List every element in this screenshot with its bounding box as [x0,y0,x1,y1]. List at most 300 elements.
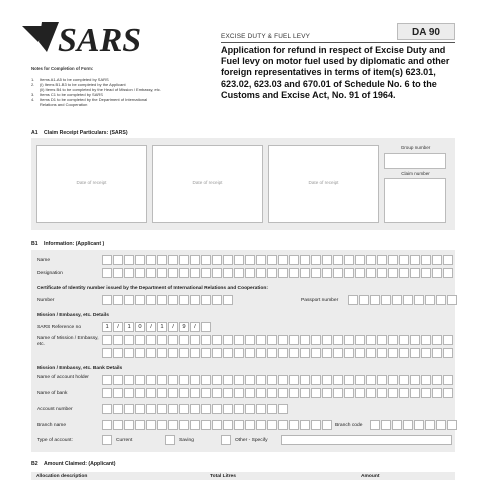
char-box[interactable] [102,348,112,358]
char-box[interactable] [278,255,288,265]
char-box[interactable] [289,255,299,265]
char-box[interactable] [403,420,413,430]
char-box[interactable] [201,404,211,414]
char-box[interactable] [135,255,145,265]
char-box[interactable] [146,295,156,305]
char-box[interactable] [311,388,321,398]
char-box[interactable] [322,388,332,398]
char-box[interactable] [179,404,189,414]
char-box[interactable] [436,295,446,305]
char-box[interactable] [311,375,321,385]
char-box[interactable] [135,375,145,385]
char-box[interactable] [289,420,299,430]
char-box[interactable] [370,295,380,305]
char-box[interactable] [179,388,189,398]
char-box[interactable] [388,268,398,278]
char-box[interactable] [256,268,266,278]
char-box[interactable] [234,388,244,398]
char-box[interactable] [421,255,431,265]
char-box[interactable] [410,348,420,358]
char-box[interactable] [355,335,365,345]
char-box[interactable] [223,388,233,398]
char-box[interactable] [311,335,321,345]
char-box[interactable] [300,255,310,265]
char-box[interactable] [410,335,420,345]
char-box[interactable] [212,388,222,398]
char-box[interactable] [267,335,277,345]
char-box[interactable] [179,348,189,358]
char-box[interactable] [135,348,145,358]
char-box[interactable] [322,268,332,278]
char-box[interactable] [399,255,409,265]
char-box[interactable]: 9 [179,322,189,332]
char-box[interactable] [344,268,354,278]
char-box[interactable] [278,348,288,358]
char-box[interactable] [267,388,277,398]
char-box[interactable] [234,404,244,414]
char-box[interactable] [333,268,343,278]
char-box[interactable] [113,348,123,358]
char-box[interactable] [392,420,402,430]
char-box[interactable] [190,375,200,385]
char-box[interactable] [157,255,167,265]
char-box[interactable] [113,388,123,398]
char-box[interactable] [333,335,343,345]
branch-name-field[interactable] [102,420,333,430]
char-box[interactable] [245,420,255,430]
account-type-label: Type of account: [37,438,73,443]
char-box[interactable] [223,295,233,305]
char-box[interactable] [447,420,457,430]
char-box[interactable] [443,388,453,398]
char-box[interactable]: / [168,322,178,332]
char-box[interactable] [399,388,409,398]
char-box[interactable] [201,348,211,358]
char-box[interactable] [267,268,277,278]
char-box[interactable] [201,268,211,278]
char-box[interactable] [278,335,288,345]
char-box[interactable] [300,268,310,278]
char-box[interactable] [278,388,288,398]
char-box[interactable] [333,348,343,358]
char-box[interactable] [414,295,424,305]
char-box[interactable] [410,268,420,278]
char-box[interactable] [245,268,255,278]
char-box[interactable] [399,335,409,345]
char-box[interactable] [377,375,387,385]
char-box[interactable] [223,375,233,385]
char-box[interactable] [201,420,211,430]
char-box[interactable]: 1 [157,322,167,332]
char-box[interactable] [223,404,233,414]
claim-number-field[interactable] [384,178,446,223]
char-box[interactable] [179,295,189,305]
certificate-number-field[interactable] [102,295,234,305]
char-box[interactable] [168,268,178,278]
char-box[interactable] [190,420,200,430]
char-box[interactable] [289,375,299,385]
char-box[interactable] [443,255,453,265]
char-box[interactable] [399,268,409,278]
char-box[interactable] [135,388,145,398]
total-litres-header: Total Litres [210,474,236,479]
char-box[interactable] [366,268,376,278]
char-box[interactable] [414,420,424,430]
char-box[interactable] [168,388,178,398]
saving-checkbox[interactable] [165,435,175,445]
char-box[interactable]: 1 [124,322,134,332]
char-box[interactable] [113,375,123,385]
char-box[interactable] [267,348,277,358]
char-box[interactable] [190,335,200,345]
char-box[interactable] [300,420,310,430]
char-box[interactable] [355,348,365,358]
char-box[interactable] [135,404,145,414]
char-box[interactable] [179,335,189,345]
char-box[interactable] [190,404,200,414]
char-box[interactable]: / [113,322,123,332]
completion-notes [31,66,221,107]
char-box[interactable] [322,348,332,358]
char-box[interactable] [102,268,112,278]
char-box[interactable] [113,255,123,265]
char-box[interactable] [443,348,453,358]
char-box[interactable] [157,268,167,278]
char-box[interactable] [212,295,222,305]
char-box[interactable] [344,348,354,358]
char-box[interactable] [432,268,442,278]
char-box[interactable] [421,375,431,385]
notes-item: (ii) Items B4 to be completed by the Head of Mission / Embassy, etc. [40,87,161,92]
char-box[interactable] [113,268,123,278]
char-box[interactable] [234,375,244,385]
char-box[interactable] [377,348,387,358]
char-box[interactable] [278,420,288,430]
char-box[interactable] [124,375,134,385]
char-box[interactable] [245,404,255,414]
char-box[interactable] [432,388,442,398]
char-box[interactable] [157,375,167,385]
char-box[interactable] [388,335,398,345]
char-box[interactable] [381,295,391,305]
certificate-heading: Certificate of Identity number issued by the Department of International Relations and Cooperation: [37,286,268,291]
branch-name-label: Branch name [37,423,67,428]
char-box[interactable] [223,420,233,430]
char-box[interactable] [388,255,398,265]
char-box[interactable] [344,375,354,385]
char-box[interactable] [377,268,387,278]
mission-name-field-line1[interactable] [102,335,454,345]
char-box[interactable] [245,348,255,358]
char-box[interactable] [289,348,299,358]
other-specify-field[interactable] [281,435,452,445]
char-box[interactable] [432,375,442,385]
char-box[interactable] [113,295,123,305]
char-box[interactable]: / [190,322,200,332]
char-box[interactable] [212,348,222,358]
char-box[interactable] [102,335,112,345]
char-box[interactable] [344,335,354,345]
char-box[interactable] [366,375,376,385]
char-box[interactable] [102,375,112,385]
char-box[interactable] [124,404,134,414]
char-box[interactable] [388,375,398,385]
char-box[interactable] [124,255,134,265]
char-box[interactable] [201,255,211,265]
char-box[interactable] [234,348,244,358]
char-box[interactable] [245,335,255,345]
char-box[interactable] [333,255,343,265]
char-box[interactable] [355,375,365,385]
char-box[interactable] [146,268,156,278]
sars-reference-field[interactable] [102,322,212,332]
char-box[interactable] [135,420,145,430]
char-box[interactable] [256,388,266,398]
char-box[interactable] [392,295,402,305]
char-box[interactable] [300,335,310,345]
char-box[interactable] [124,420,134,430]
char-box[interactable] [102,404,112,414]
char-box[interactable] [146,375,156,385]
char-box[interactable] [223,348,233,358]
char-box[interactable] [256,348,266,358]
char-box[interactable] [311,268,321,278]
mission-name-field-line2[interactable] [102,348,454,358]
char-box[interactable] [223,335,233,345]
char-box[interactable] [168,420,178,430]
char-box[interactable] [410,388,420,398]
char-box[interactable] [113,420,123,430]
group-number-field[interactable] [384,153,446,169]
char-box[interactable] [322,375,332,385]
char-box[interactable] [267,420,277,430]
char-box[interactable] [278,375,288,385]
char-box[interactable] [348,295,358,305]
char-box[interactable] [311,420,321,430]
char-box[interactable] [135,268,145,278]
char-box[interactable] [425,420,435,430]
char-box[interactable] [223,255,233,265]
char-box[interactable] [212,375,222,385]
char-box[interactable]: 0 [135,322,145,332]
bank-name-field[interactable] [102,388,454,398]
char-box[interactable] [256,404,266,414]
char-box[interactable] [190,268,200,278]
char-box[interactable] [157,335,167,345]
account-holder-field[interactable] [102,375,454,385]
date-of-receipt-box[interactable]: Date of receipt [36,145,147,223]
char-box[interactable] [146,404,156,414]
char-box[interactable] [421,335,431,345]
char-box[interactable] [113,404,123,414]
char-box[interactable] [201,322,211,332]
char-box[interactable] [432,348,442,358]
designation-field[interactable] [102,268,454,278]
char-box[interactable] [421,388,431,398]
char-box[interactable] [399,348,409,358]
char-box[interactable] [370,420,380,430]
char-box[interactable] [267,255,277,265]
char-box[interactable] [124,268,134,278]
passport-number-field[interactable] [348,295,458,305]
char-box[interactable] [234,420,244,430]
char-box[interactable] [212,404,222,414]
char-box[interactable] [245,255,255,265]
char-box[interactable] [124,388,134,398]
char-box[interactable] [421,348,431,358]
char-box[interactable] [201,295,211,305]
char-box[interactable] [168,348,178,358]
char-box[interactable] [344,255,354,265]
char-box[interactable] [311,255,321,265]
char-box[interactable] [190,295,200,305]
char-box[interactable] [421,268,431,278]
char-box[interactable] [355,388,365,398]
char-box[interactable] [146,388,156,398]
bank-name-label: Name of bank [37,391,68,396]
char-box[interactable] [146,335,156,345]
char-box[interactable] [102,295,112,305]
char-box[interactable] [113,335,123,345]
char-box[interactable] [157,420,167,430]
current-checkbox[interactable] [102,435,112,445]
other-checkbox[interactable] [221,435,231,445]
char-box[interactable] [425,295,435,305]
char-box[interactable] [168,335,178,345]
char-box[interactable] [388,348,398,358]
char-box[interactable] [190,388,200,398]
date-of-receipt-box[interactable]: Date of receipt [268,145,379,223]
char-box[interactable] [212,420,222,430]
char-box[interactable] [190,348,200,358]
char-box[interactable] [377,335,387,345]
char-box[interactable] [436,420,446,430]
char-box[interactable] [245,388,255,398]
char-box[interactable] [377,388,387,398]
char-box[interactable] [102,420,112,430]
char-box[interactable] [179,420,189,430]
char-box[interactable] [157,295,167,305]
char-box[interactable] [311,348,321,358]
char-box[interactable] [168,375,178,385]
char-box[interactable] [234,255,244,265]
char-box[interactable] [410,255,420,265]
char-box[interactable] [124,295,134,305]
char-box[interactable] [388,388,398,398]
branch-code-field[interactable] [370,420,458,430]
char-box[interactable] [432,335,442,345]
char-box[interactable] [256,375,266,385]
char-box[interactable] [300,375,310,385]
char-box[interactable] [157,404,167,414]
char-box[interactable] [359,295,369,305]
char-box[interactable] [256,255,266,265]
notes-item: 4. Items D1 to be completed by the Department of International [31,97,148,102]
char-box[interactable] [135,335,145,345]
char-box[interactable] [443,375,453,385]
char-box[interactable] [410,375,420,385]
char-box[interactable] [300,388,310,398]
char-box[interactable] [403,295,413,305]
char-box[interactable] [381,420,391,430]
char-box[interactable] [447,295,457,305]
char-box[interactable] [245,375,255,385]
char-box[interactable] [234,335,244,345]
char-box[interactable] [201,375,211,385]
name-field[interactable] [102,255,454,265]
char-box[interactable] [256,335,266,345]
char-box[interactable] [256,420,266,430]
char-box[interactable] [289,335,299,345]
char-box[interactable] [366,255,376,265]
char-box[interactable] [146,420,156,430]
char-box[interactable] [102,388,112,398]
char-box[interactable]: / [146,322,156,332]
char-box[interactable] [168,404,178,414]
char-box[interactable]: 1 [102,322,112,332]
char-box[interactable] [102,255,112,265]
char-box[interactable] [377,255,387,265]
char-box[interactable] [168,255,178,265]
char-box[interactable] [135,295,145,305]
char-box[interactable] [322,420,332,430]
char-box[interactable] [289,268,299,278]
char-box[interactable] [212,268,222,278]
char-box[interactable] [201,335,211,345]
char-box[interactable] [124,335,134,345]
char-box[interactable] [267,375,277,385]
char-box[interactable] [179,255,189,265]
char-box[interactable] [146,255,156,265]
char-box[interactable] [344,388,354,398]
char-box[interactable] [443,268,453,278]
char-box[interactable] [366,348,376,358]
char-box[interactable] [190,255,200,265]
char-box[interactable] [300,348,310,358]
date-of-receipt-box[interactable]: Date of receipt [152,145,263,223]
char-box[interactable] [333,388,343,398]
char-box[interactable] [355,268,365,278]
char-box[interactable] [432,255,442,265]
char-box[interactable] [333,375,343,385]
char-box[interactable] [157,388,167,398]
char-box[interactable] [355,255,365,265]
char-box[interactable] [124,348,134,358]
char-box[interactable] [322,335,332,345]
char-box[interactable] [234,268,244,278]
char-box[interactable] [322,255,332,265]
char-box[interactable] [443,335,453,345]
char-box[interactable] [366,388,376,398]
mission-name-label: Name of Mission / Embassy, etc. [37,336,99,347]
char-box[interactable] [179,375,189,385]
char-box[interactable] [366,335,376,345]
account-number-field[interactable] [102,404,289,414]
char-box[interactable] [157,348,167,358]
char-box[interactable] [267,404,277,414]
char-box[interactable] [212,335,222,345]
char-box[interactable] [278,404,288,414]
char-box[interactable] [201,388,211,398]
char-box[interactable] [146,348,156,358]
char-box[interactable] [168,295,178,305]
char-box[interactable] [289,388,299,398]
char-box[interactable] [399,375,409,385]
char-box[interactable] [212,255,222,265]
char-box[interactable] [223,268,233,278]
char-box[interactable] [278,268,288,278]
char-box[interactable] [179,268,189,278]
